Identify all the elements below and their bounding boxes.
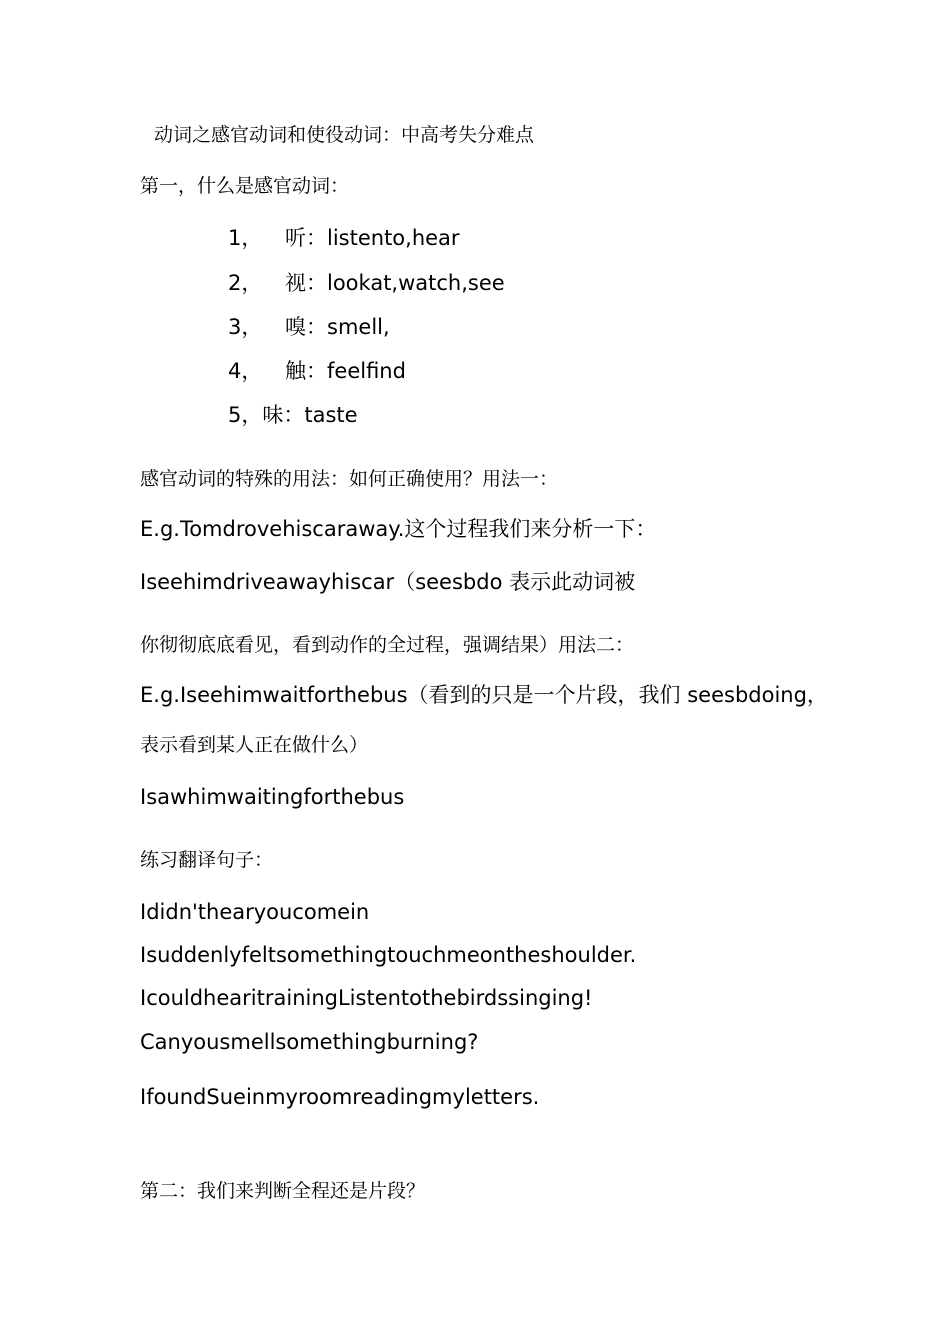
- page-title: 动词之感官动词和使役动词：中高考失分难点: [154, 124, 535, 146]
- sense-text: 嗅：smell,: [285, 315, 390, 339]
- section1-heading: 第一，什么是感官动词：: [140, 175, 350, 197]
- example2-note: 表示看到某人正在做什么）: [140, 734, 369, 756]
- example1: E.g.Tomdrovehiscaraway.这个过程我们来分析一下：: [140, 517, 657, 541]
- sense-text: 视：lookat,watch,see: [285, 271, 505, 295]
- example2: E.g.Iseehimwaitforthebus（看到的只是一个片段，我们 seesbdoing，: [140, 683, 828, 707]
- example2-sentence: Isawhimwaitingforthebus: [140, 785, 405, 809]
- sense-item: [228, 273, 505, 294]
- practice-heading: 练习翻译句子：: [140, 849, 274, 871]
- practice-sentence: IcouldhearitrainingListentothebirdssinging!: [140, 986, 593, 1010]
- sense-item: [228, 317, 390, 338]
- sense-item: [228, 228, 460, 249]
- example1-note: 你彻彻底底看见，看到动作的全过程，强调结果）用法二：: [140, 634, 635, 656]
- sense-number: 3，: [228, 315, 263, 339]
- section2-heading: 第二：我们来判断全程还是片段？: [140, 1180, 426, 1202]
- sense-number: 1，: [228, 226, 263, 250]
- practice-sentence: Ididn'thearyoucomein: [140, 900, 370, 924]
- practice-sentence: Isuddenlyfeltsomethingtouchmeontheshoulder.: [140, 943, 637, 967]
- sense-text: 触：feelfind: [285, 359, 406, 383]
- practice-sentence: IfoundSueinmyroomreadingmyletters.: [140, 1085, 540, 1109]
- sense-text: 5，味：taste: [228, 403, 358, 427]
- sense-number: 2，: [228, 271, 263, 295]
- example1-sentence: Iseehimdriveawayhiscar（seesbdo 表示此动词被: [140, 570, 636, 594]
- sense-number: 4，: [228, 359, 263, 383]
- practice-sentence: Canyousmellsomethingburning?: [140, 1030, 479, 1054]
- sense-item: [228, 405, 358, 426]
- usage-intro: 感官动词的特殊的用法：如何正确使用？用法一：: [140, 468, 559, 490]
- sense-text: 听：listento,hear: [285, 226, 460, 250]
- sense-item: [228, 361, 406, 382]
